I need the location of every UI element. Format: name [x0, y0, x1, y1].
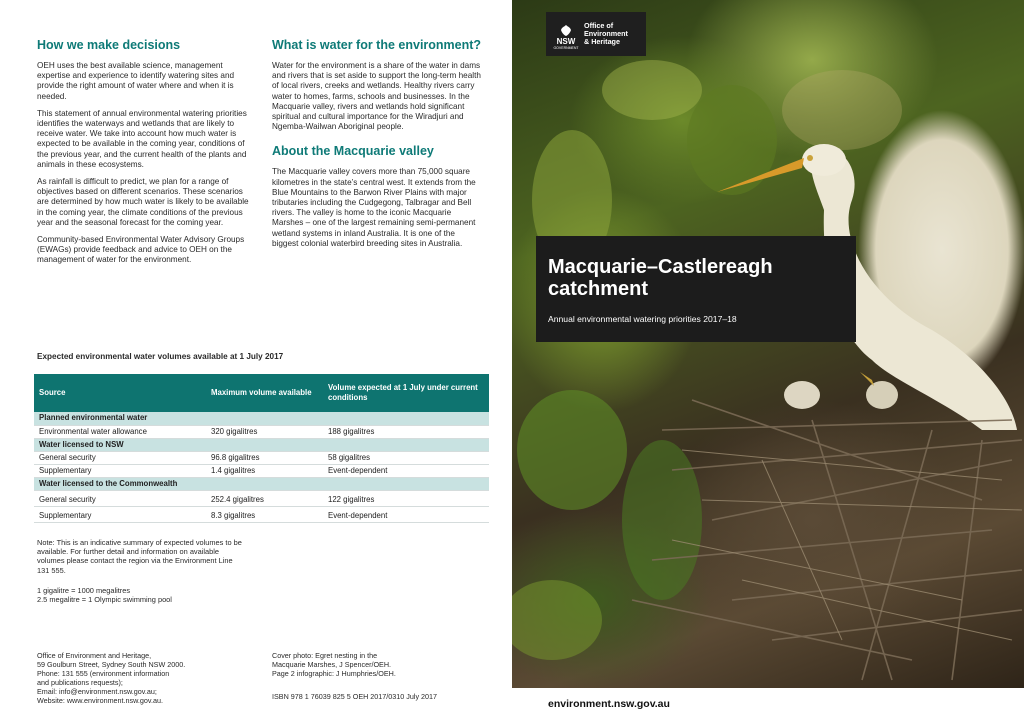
group-label: Planned environmental water — [34, 412, 489, 425]
paragraph: OEH uses the best available science, management expertise and experience to identify watering sites and provide the right amount of water where and when it is needed. — [37, 61, 235, 101]
header-max-volume: Maximum volume available — [206, 374, 323, 412]
website-url: environment.nsw.gov.au — [548, 698, 670, 710]
cell-source: General security — [34, 451, 206, 464]
header-expected-volume: Volume expected at 1 July under current conditions — [323, 374, 489, 412]
paragraph: As rainfall is difficult to predict, we plan for a range of objectives based on different scenarios. These scenarios are determined by how much water is likely to be available in the coming year, the climate conditions of the previous year and the seasonal forecast for the coming year. — [37, 177, 249, 227]
cell-expected: Event-dependent — [323, 464, 489, 477]
cell-expected: 188 gigalitres — [323, 425, 489, 438]
nsw-oeh-logo — [546, 12, 646, 56]
table-group-row — [34, 438, 489, 451]
table-row — [34, 490, 489, 506]
credit-line: Page 2 infographic: J Humphries/OEH. — [272, 669, 396, 678]
group-label: Water licensed to NSW — [34, 438, 489, 451]
unit-line: 2.5 megalitre = 1 Olympic swimming pool — [37, 595, 172, 605]
cell-max: 252.4 gigalitres — [206, 490, 323, 506]
paragraph: Community-based Environmental Water Advisory Groups (EWAGs) provide feedback and advice to OEH on the management of water for the environment. — [37, 235, 245, 265]
cover-subtitle: Annual environmental watering priorities 2017–18 — [548, 314, 737, 324]
contact-line: Office of Environment and Heritage, — [37, 651, 152, 660]
logo-org-name — [584, 22, 628, 46]
contact-details — [37, 651, 237, 705]
table-header-row — [34, 374, 489, 412]
table-note: Note: This is an indicative summary of expected volumes to be available. For further detail and information on available volumes please contact the region via the Environment Line 131 555. — [37, 538, 242, 575]
group-label: Water licensed to the Commonwealth — [34, 477, 489, 490]
contact-line: 59 Goulburn Street, Sydney South NSW 2000. — [37, 660, 186, 669]
cell-expected: Event-dependent — [323, 506, 489, 522]
cell-max: 1.4 gigalitres — [206, 464, 323, 477]
cell-source: General security — [34, 490, 206, 506]
contact-website: Website: www.environment.nsw.gov.au. — [37, 696, 163, 705]
credit-line: Macquarie Marshes, J Spencer/OEH. — [272, 660, 392, 669]
water-volumes-table — [34, 374, 489, 523]
logo-line: Environment — [584, 29, 628, 38]
contact-line: Phone: 131 555 (environment information — [37, 669, 170, 678]
paragraph: Water for the environment is a share of the water in dams and rivers that is set aside to support the long-term health of local rivers, creeks and wetlands. Healthy rivers carry water to homes, farms, schools and businesses. In the Macquarie valley, rivers and wetlands hold significant spiritual and cultural importance for the Wiradjuri and Ngemba-Wailwan Aboriginal people. — [272, 61, 481, 132]
cover-title-line: Macquarie–Castlereagh — [548, 256, 773, 278]
column-how-we-decide — [37, 38, 251, 273]
table-row — [34, 506, 489, 522]
column-water-for-environment — [272, 38, 482, 256]
table-group-row — [34, 412, 489, 425]
table-group-row — [34, 477, 489, 490]
cover-title-box — [536, 236, 856, 342]
table-row — [34, 425, 489, 438]
cell-max: 96.8 gigalitres — [206, 451, 323, 464]
cover-title-line: catchment — [548, 278, 649, 300]
cell-max: 320 gigalitres — [206, 425, 323, 438]
cell-expected: 122 gigalitres — [323, 490, 489, 506]
unit-conversions — [37, 586, 242, 604]
logo-line: & Heritage — [584, 37, 620, 46]
unit-line: 1 gigalitre = 1000 megalitres — [37, 586, 131, 595]
heading-what-is-water: What is water for the environment? — [272, 38, 482, 52]
egret-nest-photo — [512, 0, 1024, 688]
contact-line: and publications requests); — [37, 678, 123, 687]
credit-line: Cover photo: Egret nesting in the — [272, 651, 378, 660]
table-row — [34, 451, 489, 464]
cell-source: Supplementary — [34, 506, 206, 522]
logo-nsw-text: NSW — [556, 37, 576, 46]
logo-line: Office of — [584, 21, 614, 30]
table-row — [34, 464, 489, 477]
isbn-line: ISBN 978 1 76039 825 5 OEH 2017/0310 July 2017 — [272, 692, 438, 701]
cell-expected: 58 gigalitres — [323, 451, 489, 464]
cover-title — [548, 256, 856, 300]
heading-how-we-make-decisions: How we make decisions — [37, 38, 181, 52]
heading-about-macquarie: About the Macquarie valley — [272, 144, 434, 159]
photo-credits — [272, 651, 472, 701]
paragraph: This statement of annual environmental watering priorities identifies the waterways and wetlands that are likely to receive water. We take into account how much water is expected to be available in the coming year, conditions of the previous year, and the current health of the plants and animals in these ecosystems. — [37, 108, 247, 169]
waratah-icon — [552, 18, 580, 50]
cell-max: 8.3 gigalitres — [206, 506, 323, 522]
paragraph: The Macquarie valley covers more than 75,000 square kilometres in the state’s central west. It extends from the Blue Mountains to the Barwon River Plains with major tributaries including the Cudgegong, Talbragar and Bell rivers. The valley is home to the iconic Macquarie Marshes – one of the largest remaining semi-permanent wetland systems in inland Australia. It is one of the biggest colonial waterbird breeding sites in Australia. — [272, 167, 476, 248]
cell-source: Supplementary — [34, 464, 206, 477]
table-title: Expected environmental water volumes available at 1 July 2017 — [37, 352, 284, 361]
cell-source: Environmental water allowance — [34, 425, 206, 438]
cover-photo-panel — [512, 0, 1024, 688]
contact-email: Email: info@environment.nsw.gov.au; — [37, 687, 157, 696]
logo-government-text: GOVERNMENT — [553, 46, 579, 50]
header-source: Source — [34, 374, 206, 412]
